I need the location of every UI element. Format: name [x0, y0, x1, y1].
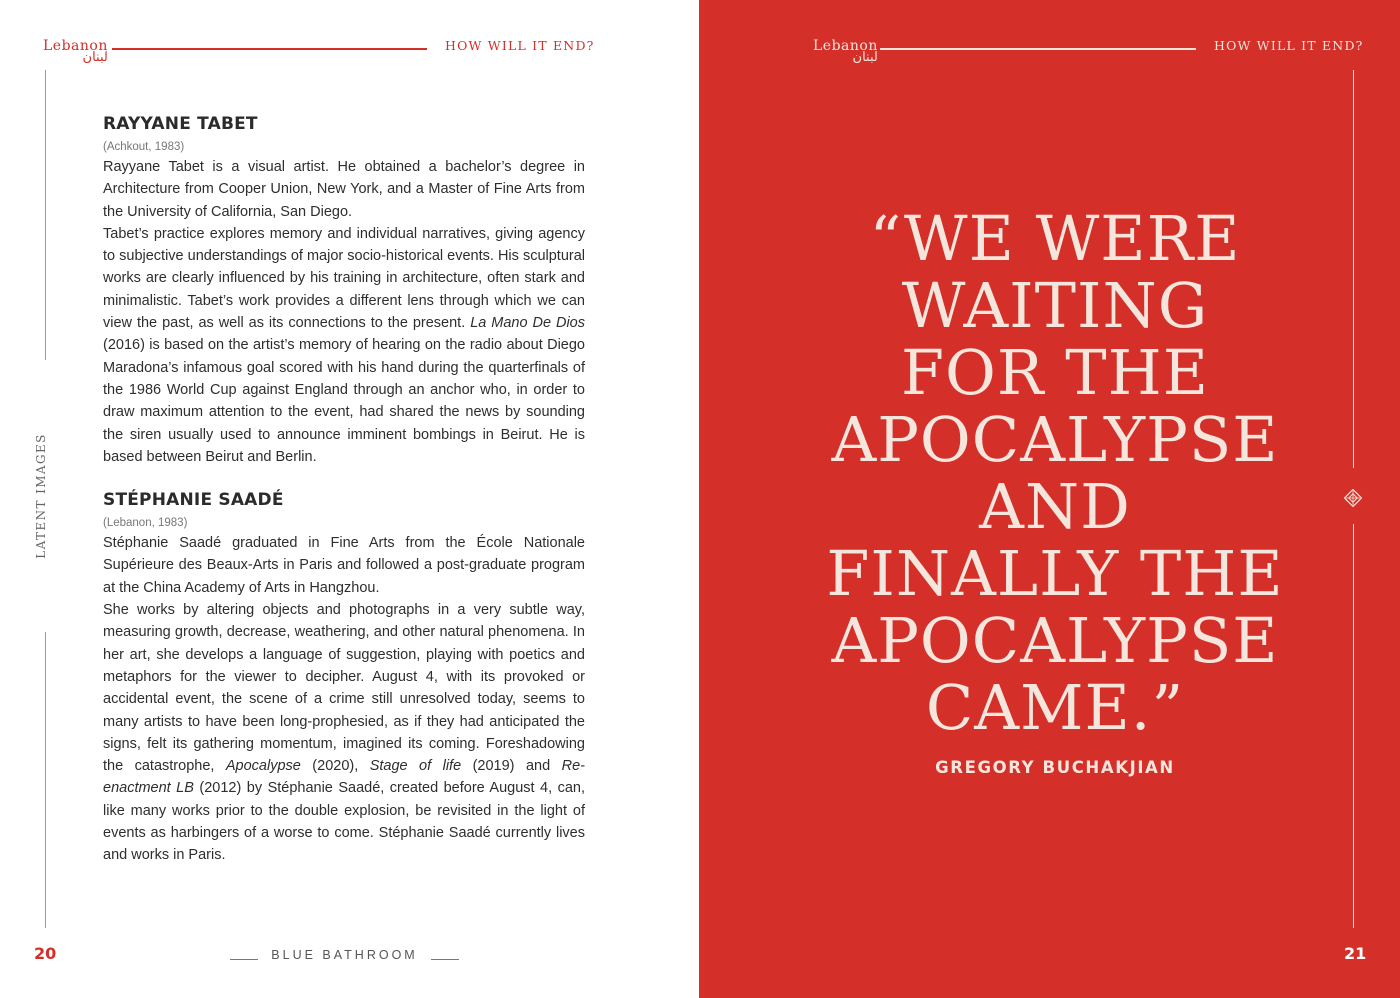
quote-line: WAITING — [901, 269, 1209, 342]
lebanon-logo — [813, 39, 878, 65]
artwork-title: La Mano De Dios — [470, 315, 585, 332]
header-rule — [880, 48, 1196, 50]
artwork-title: Re-enactment LB — [103, 758, 585, 797]
artwork-title: Stage of life — [369, 758, 462, 775]
artist-name: RAYYANE TABET — [103, 114, 258, 134]
header-rule — [112, 48, 427, 50]
quote-line: AND — [979, 470, 1131, 543]
article-body — [103, 112, 585, 867]
running-head: HOW WILL IT END? — [445, 38, 595, 53]
artist-bio-paragraph: Stéphanie Saadé graduated in Fine Arts from the École Nationale Supérieure des Beaux-Arts in Paris and followed a post-graduate program at the China Academy of Arts in Hangzhou. — [103, 535, 585, 596]
artist-practice-paragraph: Tabet’s practice explores memory and individual narratives, giving agency to subjective understandings of major socio-historical events. His sculptural works are clearly influenced by his training in architecture, often stark and minimalistic. Tabet’s work provides a different lens through which we can view the past, as well as its connections to the present. La Mano De Dios (2016) is based on the artist’s memory of hearing on the radio about Diego Maradona’s infamous goal scored with his hand during the quarterfinals of the 1986 World Cup against England through an anchor who, in order to draw maximum attention to the event, had shared the news by sounding the siren usually used to announce imminent bombings in Beirut. He is based between Beirut and Berlin. — [103, 225, 585, 465]
quote-line: FINALLY THE — [826, 537, 1284, 610]
side-rule-bottom — [45, 632, 46, 928]
logo-arabic: لبنان — [82, 50, 108, 65]
footer-rule — [431, 959, 459, 960]
side-rule-bottom — [1353, 524, 1354, 928]
artist-origin: (Achkout, 1983) — [103, 141, 185, 153]
quote-author: GREGORY BUCHAKJIAN — [935, 758, 1175, 777]
logo-arabic: لبنان — [852, 50, 878, 65]
page-number: 21 — [1344, 944, 1367, 963]
quote-line: CAME.” — [925, 671, 1185, 744]
artwork-title: Apocalypse — [225, 758, 301, 775]
quote-line: APOCALYPSE — [831, 403, 1279, 476]
artist-bio-paragraph: Rayyane Tabet is a visual artist. He obtained a bachelor’s degree in Architecture from Cooper Union, New York, and a Master of Fine Arts from the University of California, San Diego. — [103, 159, 585, 220]
artist-section-saade — [103, 488, 585, 866]
pull-quote — [800, 202, 1310, 744]
diamond-ornament-icon — [1344, 489, 1362, 507]
logo-latin: Lebanon — [43, 38, 108, 54]
artist-section-tabet — [103, 112, 585, 468]
quote-line: APOCALYPSE — [831, 604, 1279, 677]
footer-title: BLUE BATHROOM — [271, 948, 418, 962]
side-rule-top — [1353, 70, 1354, 468]
logo-latin: Lebanon — [813, 38, 878, 54]
quote-line: “WE WERE — [869, 202, 1241, 275]
quote-line: FOR THE — [901, 336, 1209, 409]
lebanon-logo — [43, 39, 108, 65]
running-head: HOW WILL IT END? — [1214, 38, 1364, 53]
artist-practice-paragraph: She works by altering objects and photographs in a very subtle way, measuring growth, decrease, weathering, and other natural phenomena. In her art, she develops a language of suggestion, playing with poetics and metaphors for the viewer to decipher. August 4, with its provoked or accidental event, the scene of a crime still unresolved today, seems to many artists to have been long-prophesied, as if they had anticipated the signs, felt its gathering momentum, imagined its coming. Foreshadowing the catastrophe, Apocalypse (2020), Stage of life (2019) and Re-enactment LB (2012) by Stéphanie Saadé, created before August 4, can, like many works prior to the double explosion, be revisited in the light of events as harbingers of a worse to come. Stéphanie Saadé currently lives and works in Paris. — [103, 602, 585, 864]
artist-name: STÉPHANIE SAADÉ — [103, 490, 284, 511]
artist-origin: (Lebanon, 1983) — [103, 517, 188, 530]
section-side-label: LATENT IMAGES — [34, 433, 48, 559]
page-number: 20 — [34, 944, 57, 963]
side-rule-top — [45, 70, 46, 360]
